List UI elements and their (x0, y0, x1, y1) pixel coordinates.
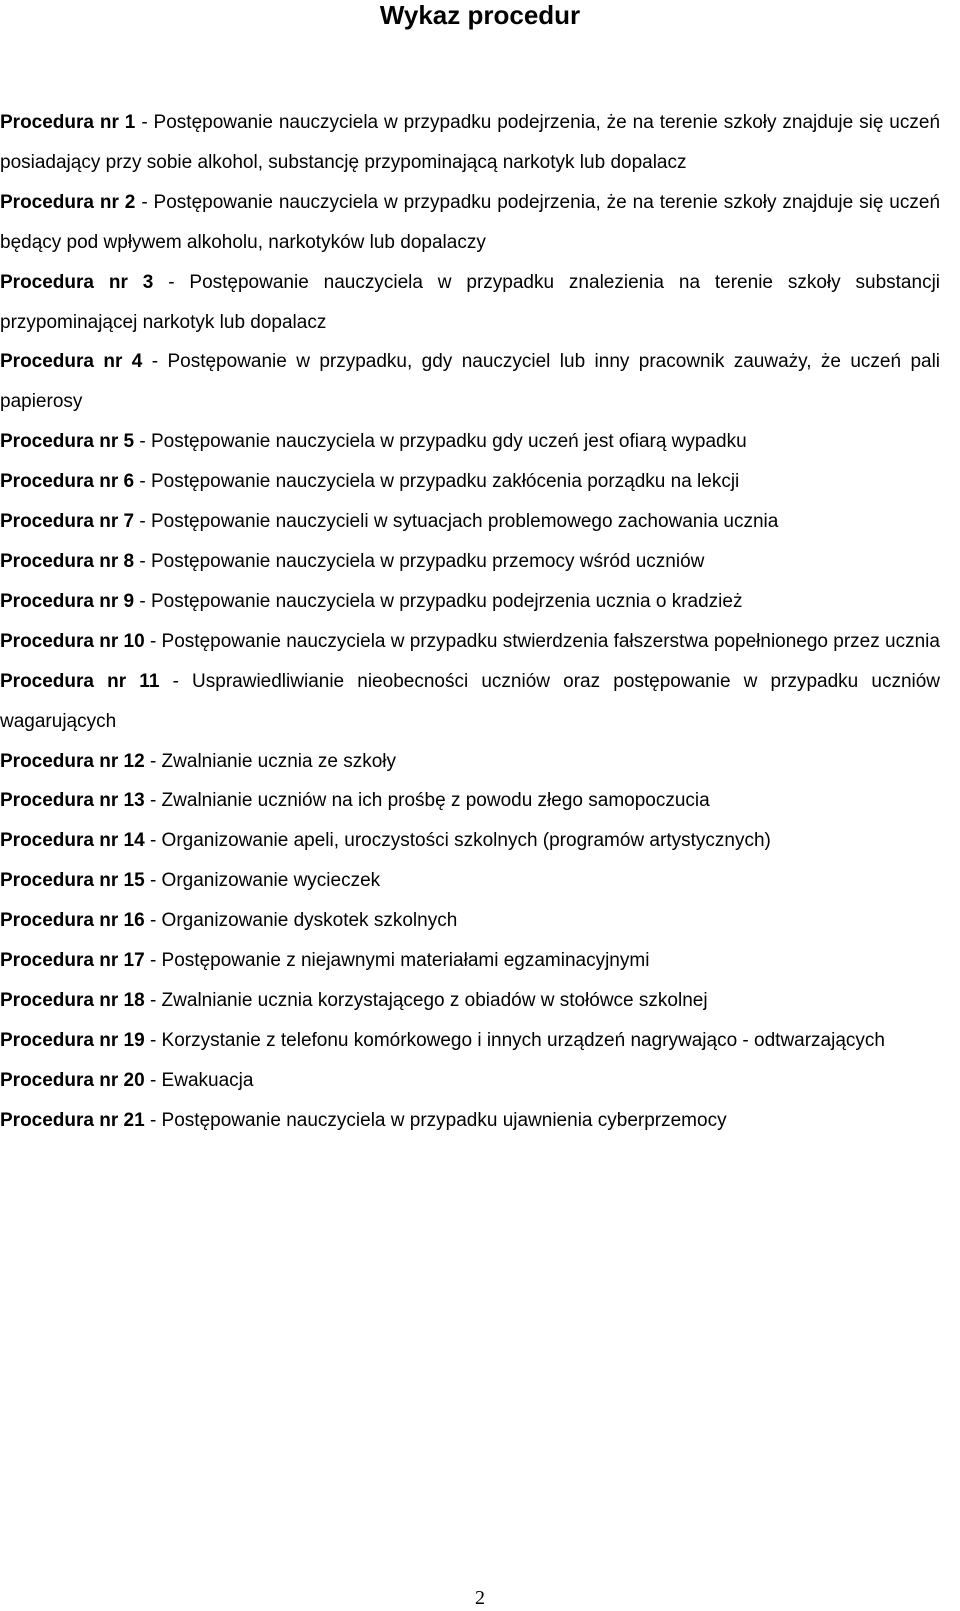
procedure-item-17 (0, 941, 940, 981)
procedure-item-11 (0, 662, 940, 742)
procedure-item-20 (0, 1061, 940, 1101)
procedure-list (0, 103, 940, 1141)
procedure-label: Procedura nr 21 (0, 1109, 145, 1131)
procedure-item-15 (0, 861, 940, 901)
procedure-text: - Organizowanie dyskotek szkolnych (149, 910, 458, 932)
procedure-item-12 (0, 742, 940, 782)
procedure-text: - Postępowanie w przypadku, gdy nauczyciel lub inny pracownik zauważy, że uczeń pali papierosy (0, 351, 941, 413)
procedure-item-16 (0, 901, 940, 941)
procedure-text: - Postępowanie nauczyciela w przypadku przemocy wśród uczniów (139, 550, 705, 572)
procedure-label: Procedura nr 12 (0, 750, 145, 772)
procedure-label: Procedura nr 4 (0, 351, 143, 373)
procedure-text: - Postępowanie nauczyciela w przypadku podejrzenia, że na terenie szkoły znajduje się uczeń będący pod wpływem alkoholu, narkotyków lub dopalaczy (0, 191, 941, 253)
procedure-text: - Postępowanie nauczyciela w przypadku zakłócenia porządku na lekcji (139, 471, 740, 493)
procedure-item-2 (0, 183, 940, 263)
procedure-label: Procedura nr 7 (0, 511, 135, 533)
procedure-item-1 (0, 103, 940, 183)
procedure-text: - Postępowanie nauczyciela w przypadku znalezienia na terenie szkoły substancji przypominającej narkotyk lub dopalacz (0, 271, 941, 333)
procedure-text: - Postępowanie nauczyciela w przypadku stwierdzenia fałszerstwa popełnionego przez ucznia (149, 630, 940, 652)
procedure-label: Procedura nr 2 (0, 191, 136, 213)
procedure-text: - Zwalnianie ucznia korzystającego z obiadów w stołówce szkolnej (149, 989, 708, 1011)
procedure-label: Procedura nr 13 (0, 790, 145, 812)
procedure-text: - Postępowanie nauczycieli w sytuacjach problemowego zachowania ucznia (139, 511, 779, 533)
procedure-label: Procedura nr 8 (0, 550, 135, 572)
procedure-text: - Organizowanie wycieczek (149, 870, 381, 892)
procedure-text: - Postępowanie nauczyciela w przypadku podejrzenia ucznia o kradzież (139, 590, 743, 612)
procedure-item-3 (0, 263, 940, 343)
procedure-item-21 (0, 1101, 940, 1141)
procedure-label: Procedura nr 16 (0, 910, 145, 932)
procedure-label: Procedura nr 17 (0, 950, 145, 972)
procedure-text: - Postępowanie nauczyciela w przypadku podejrzenia, że na terenie szkoły znajduje się uczeń posiadający przy sobie alkohol, substancję przypominającą narkotyk lub dopalacz (0, 112, 941, 173)
procedure-text: - Organizowanie apeli, uroczystości szkolnych (programów artystycznych) (149, 830, 771, 852)
procedure-item-5 (0, 422, 940, 462)
procedure-text: - Postępowanie z niejawnymi materiałami egzaminacyjnymi (149, 950, 650, 972)
procedure-item-8 (0, 542, 940, 582)
procedure-label: Procedura nr 5 (0, 431, 135, 453)
procedure-label: Procedura nr 19 (0, 1029, 145, 1051)
procedure-label: Procedura nr 10 (0, 630, 145, 652)
procedure-item-6 (0, 462, 940, 502)
procedure-text: - Zwalnianie uczniów na ich prośbę z powodu złego samopoczucia (149, 790, 710, 812)
procedure-item-13 (0, 781, 940, 821)
procedure-label: Procedura nr 18 (0, 989, 145, 1011)
procedure-text: - Postępowanie nauczyciela w przypadku ujawnienia cyberprzemocy (149, 1109, 727, 1131)
procedure-item-14 (0, 821, 940, 861)
procedure-label: Procedura nr 11 (0, 670, 160, 692)
procedure-label: Procedura nr 3 (0, 271, 154, 293)
procedure-item-10 (0, 622, 940, 662)
procedure-label: Procedura nr 14 (0, 830, 145, 852)
procedure-item-19 (0, 1021, 940, 1061)
procedure-text: - Usprawiedliwianie nieobecności uczniów oraz postępowanie w przypadku uczniów wagarujących (0, 670, 941, 732)
procedure-text: - Zwalnianie ucznia ze szkoły (149, 750, 396, 772)
procedure-item-7 (0, 502, 940, 542)
procedure-text: - Korzystanie z telefonu komórkowego i innych urządzeń nagrywająco - odtwarzających (149, 1029, 885, 1051)
document-title: Wykaz procedur (379, 0, 581, 30)
procedure-text: - Ewakuacja (149, 1069, 254, 1091)
procedure-item-9 (0, 582, 940, 622)
procedure-text: - Postępowanie nauczyciela w przypadku gdy uczeń jest ofiarą wypadku (139, 431, 747, 453)
procedure-item-4 (0, 342, 940, 422)
procedure-label: Procedura nr 20 (0, 1069, 145, 1091)
procedure-item-18 (0, 981, 940, 1021)
procedure-label: Procedura nr 9 (0, 590, 135, 612)
procedure-label: Procedura nr 1 (0, 112, 136, 133)
page-number: 2 (475, 1587, 485, 1609)
procedure-label: Procedura nr 6 (0, 471, 135, 493)
procedure-label: Procedura nr 15 (0, 870, 145, 892)
